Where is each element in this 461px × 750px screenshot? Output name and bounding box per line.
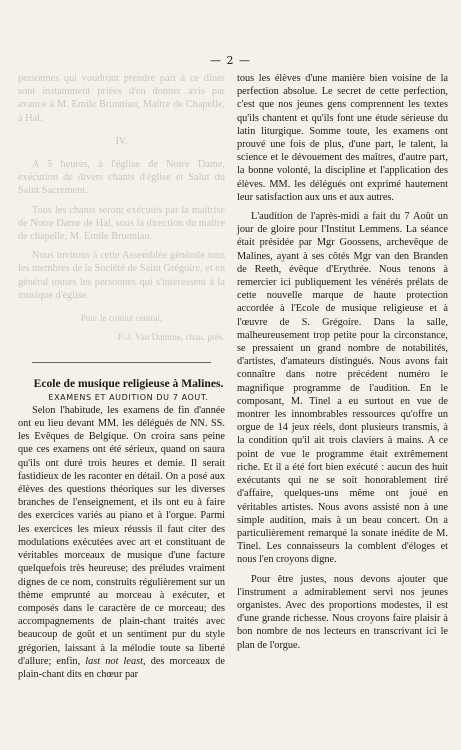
page-number: — 2 — — [210, 54, 251, 67]
bleed-through-text — [18, 72, 225, 344]
bleed-signature: P.-J. Van Damme, chan. prés. — [117, 332, 225, 343]
section-divider — [32, 362, 211, 363]
paragraph-text: Selon l'habitude, les examens de fin d'année ont eu lieu devant MM. les délégués de NN. SS. les Evêques de Belgique. On croira sans peine que ces examens ont été sérieux, quand on saura qu'ils ont duré trois heures et demie. Il serait fastidieux de les raconter en détail. On a posé aux élèves des questions théoriques sur les diverses branches de l'enseignement, et ils ont eu à faire des exercices variés au piano et à l'orgue. Parmi les exercices les mieux réussis il faut citer des modulations exécutées avec art et constituant de véritables morceaux de musique d'une facture quelquefois très heureuse; des préludes vraiment dignes de ce nom, construits régulièrement sur un thème emprunté au morceau à exécuter, et composés dans le caractère de ce morceau; des accompagnements de plain-chant traités avec beaucoup de goût et un sentiment pur du style grégorien, laissant à la mélodie toute sa liberté d'allure; enfin, — [18, 404, 225, 667]
article-paragraph: tous les élèves d'une manière bien voisine de la perfection absolue. Le secret de cette perfection, c'est que nos jeunes gens comprennent les textes qu'ils chantent et qu'ils font une étude sérieuse du latin liturgique. Somme toute, les examens ont prouvé une fois de plus, d'une part, le talent, la science et le dévouement des maîtres, d'autre part, la bonne volonté, la discipline et l'application des élèves. MM. les délégués ont exprimé hautement leur satisfaction aux uns et aux autres. — [237, 73, 448, 203]
right-column — [237, 72, 448, 652]
paragraph-text: , des morceaux de plain-chant dits en chœur par — [18, 655, 225, 680]
bleed-line: Nous invitons à cette Assemblée générale tous les membres de la Société de Saint Grégoire, et en général toutes les personnes qui s'intéressent à la musique d'église. — [18, 250, 226, 301]
bleed-line: A 5 heures, à l'église de Notre Dame, exécution de divers chants d'église et Salut du Saint Sacrement. — [18, 159, 225, 197]
bleed-section-number: IV. — [115, 135, 128, 147]
article-heading: Ecole de musique religieuse à Malines. — [33, 377, 224, 391]
italic-phrase: last not least — [85, 655, 144, 667]
article-paragraph: L'audition de l'après-midi a fait du 7 Août un jour de gloire pour l'Institut Lemmens. La séance était présidée par Mgr Goossens, archevêque de Malines, ayant à ses côtés Mgr van den Branden de Reeth, évêque d'Erythrée. Nous tenons à remercier ici publiquement les vénérés prélats de cette nouvelle marque de haute protection accordée à l'Ecole de musique religieuse et à l'œuvre de S. Grégoire. Dans la salle, malheureusement trop petite pour la circonstance, se pressaient un grand nombre de notabilités, d'artistes, d'amateurs distingués. Nous avons fait connaître dans notre précédent numéro le magnifique programme de l'audition. En le composant, M. Tinel a eu surtout en vue de montrer les innombrables ressources qu'offre un orgue de 14 jeux réels, dont plusieurs transmis, à la condition qu'il ait trois claviers à mains. A ce point de vue le programme était extrêmement riche. Et il a été fort bien exécuté : aucun des huit exécutants qui ne se soit honorablement tiré d'affaire, quelques-uns même ont joué en véritables artistes. Nous avons assisté non à une simple audition, mais à un beau concert. On a particulièrement remarqué la sonate inédite de M. Tinel. Les connaisseurs la comblent d'éloges et nous l'en croyons digne. — [237, 211, 448, 566]
article-paragraph — [18, 404, 225, 681]
bleed-line: personnes qui voudront prendre part à ce dîner sont instamment priées d'en donner avis par avance à M. Emile Brunniau, Maître de Chapelle, à Hal. — [18, 73, 225, 124]
bleed-line: Tous les chants seront exécutés par la maîtrise de Notre Dame de Hal, sous la direction du maître de chapelle, M. Emile Brunniau. — [18, 204, 226, 243]
article-paragraph: Pour être justes, nous devons ajouter que l'instrument a admirablement servi nos jeunes organistes. Avec des proportions modestes, il est d'une grande richesse. Nous croyons faire plaisir à bon nombre de nos lecteurs en transcrivant ici le plan de l'orgue. — [237, 573, 448, 651]
article-subheading: EXAMENS ET AUDITION DU 7 AOUT. — [48, 392, 209, 402]
left-column — [18, 72, 225, 681]
bleed-line: Pour le comité central, — [80, 313, 163, 324]
